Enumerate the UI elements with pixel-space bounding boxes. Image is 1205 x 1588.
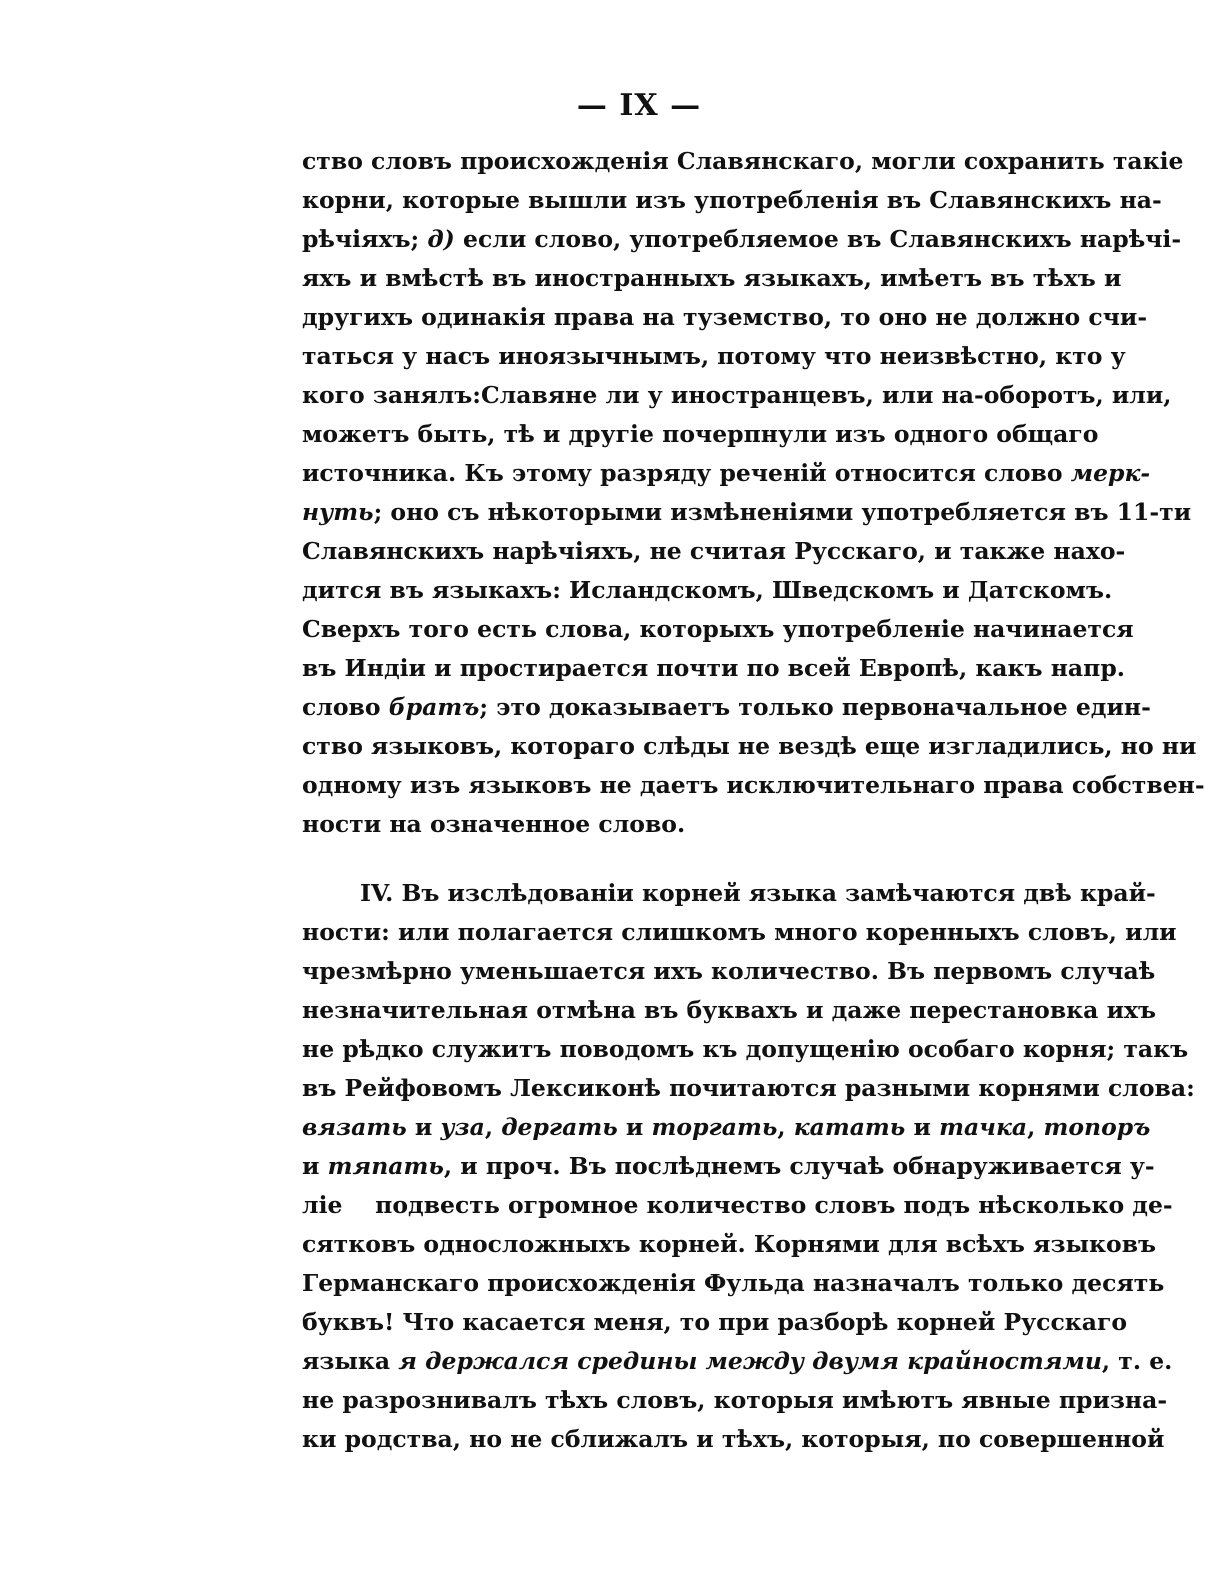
text-line: источника. Къ этому разряду реченій относится слово мерк- — [302, 459, 1151, 487]
text-line: не разрознивалъ тѣхъ словъ, которыя имѣютъ явные призна- — [302, 1386, 1168, 1414]
text-line: можетъ быть, тѣ и другіе почерпнули изъ одного общаго — [302, 420, 1099, 448]
text-line: сятковъ односложныхъ корней. Корнями для всѣхъ языковъ — [302, 1230, 1157, 1258]
text-line: IV. Въ изслѣдованіи корней языка замѣчаются двѣ край- — [360, 879, 1156, 907]
text-line: таться у насъ иноязычнымъ, потому что неизвѣстно, кто у — [302, 342, 1126, 370]
paragraph-section-iv — [302, 874, 1195, 1459]
text-line: и тяпать, и проч. Въ послѣднемъ случаѣ обнаруживается у- — [302, 1152, 1155, 1180]
text-line: въ Индіи и простирается почти по всей Европѣ, какъ напр. — [302, 654, 1125, 682]
text-line: въ Рейфовомъ Лексиконѣ почитаются разными корнями слова: — [302, 1074, 1195, 1102]
page-number: — IX — — [576, 88, 702, 123]
text-line: ліе подвесть огромное количество словъ подъ нѣсколько де- — [302, 1191, 1173, 1219]
text-line: ство словъ происхожденія Славянскаго, могли сохранить такіе — [302, 147, 1184, 175]
paragraph-continuation — [302, 142, 1205, 844]
text-line: вязать и уза, дергать и торгать, катать и тачка, топоръ — [302, 1113, 1151, 1141]
text-line: Сверхъ того есть слова, которыхъ употребленіе начинается — [302, 615, 1134, 643]
text-line: языка я держался средины между двумя крайностями, т. е. — [302, 1347, 1173, 1375]
text-line: ки родства, но не сближалъ и тѣхъ, которыя, по совершенной — [302, 1425, 1165, 1453]
text-line: Германскаго происхожденія Фульда назначалъ только десять — [302, 1269, 1165, 1297]
text-line: ство языковъ, котораго слѣды не вездѣ еще изгладились, но ни — [302, 732, 1197, 760]
text-line: ности: или полагается слишкомъ много коренныхъ словъ, или — [302, 918, 1177, 946]
text-line: незначительная отмѣна въ буквахъ и даже перестановка ихъ — [302, 996, 1157, 1024]
text-line: одному изъ языковъ не даетъ исключительнаго права собствен- — [302, 771, 1205, 799]
text-line: нуть; оно съ нѣкоторыми измѣненіями употребляется въ 11-ти — [302, 498, 1192, 526]
text-line: не рѣдко служитъ поводомъ къ допущенію особаго корня; такъ — [302, 1035, 1189, 1063]
text-line: слово братъ; это доказываетъ только первоначальное един- — [302, 693, 1151, 721]
text-line: кого занялъ:Славяне ли у иностранцевъ, или на-оборотъ, или, — [302, 381, 1172, 409]
text-line: Славянскихъ нарѣчіяхъ, не считая Русскаго, и также нахо- — [302, 537, 1126, 565]
text-line: рѣчіяхъ; д) если слово, употребляемое въ Славянскихъ нарѣчі- — [302, 225, 1182, 253]
text-line: чрезмѣрно уменьшается ихъ количество. Въ первомъ случаѣ — [302, 957, 1156, 985]
text-line: корни, которые вышли изъ употребленія въ Славянскихъ на- — [302, 186, 1162, 214]
text-line: дится въ языкахъ: Исландскомъ, Шведскомъ и Датскомъ. — [302, 576, 1113, 604]
text-line: ности на означенное слово. — [302, 810, 686, 838]
text-line: буквъ! Что касается меня, то при разборѣ корней Русскаго — [302, 1308, 1128, 1336]
text-line: другихъ одинакія права на туземство, то оно не должно счи- — [302, 303, 1148, 331]
text-line: яхъ и вмѣстѣ въ иностранныхъ языкахъ, имѣетъ въ тѣхъ и — [302, 264, 1122, 292]
